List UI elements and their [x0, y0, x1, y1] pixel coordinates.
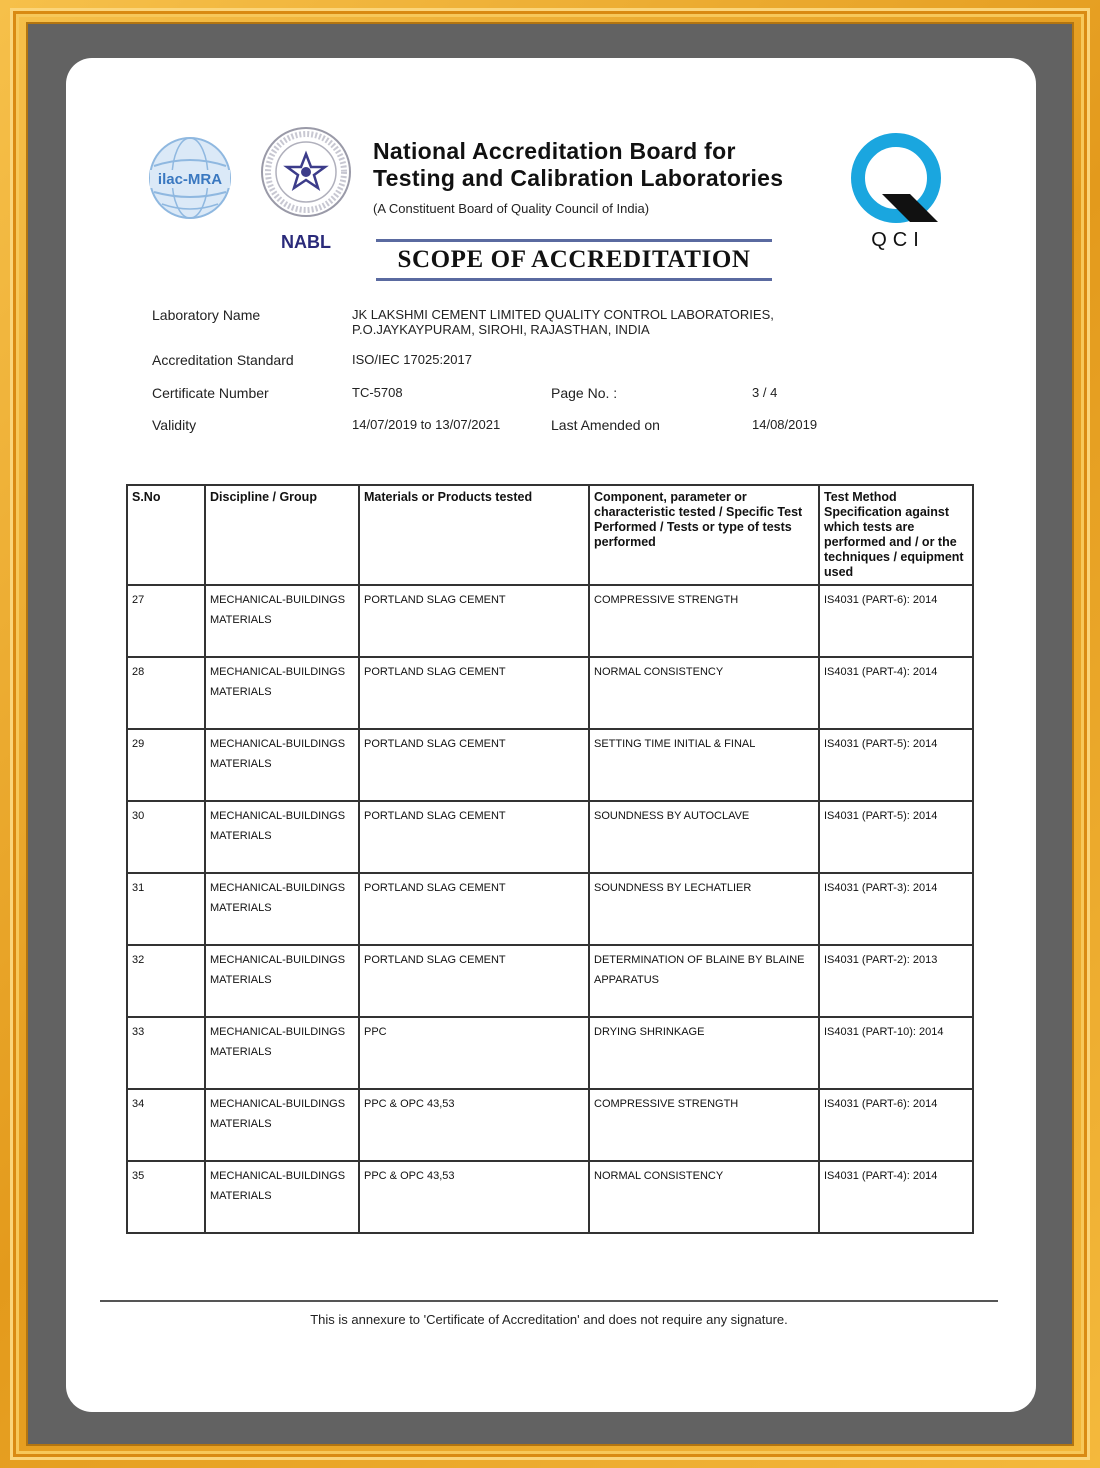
table-header-row [127, 485, 973, 585]
validity-label: Validity [152, 417, 197, 433]
document-title: SCOPE OF ACCREDITATION [397, 246, 751, 273]
cell-component: SOUNDNESS BY AUTOCLAVE [589, 801, 819, 873]
cell-material: PPC & OPC 43,53 [359, 1089, 589, 1161]
cell-sno: 33 [127, 1017, 205, 1089]
cell-component: SOUNDNESS BY LECHATLIER [589, 873, 819, 945]
cell-method: IS4031 (PART-6): 2014 [819, 585, 973, 657]
cell-sno: 29 [127, 729, 205, 801]
cell-discipline: MECHANICAL-BUILDINGS MATERIALS [205, 801, 359, 873]
cell-component: DETERMINATION OF BLAINE BY BLAINE APPARATUS [589, 945, 819, 1017]
table-row [127, 801, 973, 873]
cell-component: SETTING TIME INITIAL & FINAL [589, 729, 819, 801]
cell-method: IS4031 (PART-2): 2013 [819, 945, 973, 1017]
certificate-value: TC-5708 [352, 385, 403, 400]
cell-component: COMPRESSIVE STRENGTH [589, 585, 819, 657]
cell-component: DRYING SHRINKAGE [589, 1017, 819, 1089]
cell-sno: 30 [127, 801, 205, 873]
cell-method: IS4031 (PART-10): 2014 [819, 1017, 973, 1089]
cell-material: PORTLAND SLAG CEMENT [359, 585, 589, 657]
standard-value: ISO/IEC 17025:2017 [352, 352, 472, 367]
qci-logo-icon [848, 132, 948, 250]
header-method: Test Method Specification against which tests are performed and / or the techniques / equipment used [819, 485, 973, 585]
cell-sno: 35 [127, 1161, 205, 1233]
lab-name-line2: P.O.JAYKAYPURAM, SIROHI, RAJASTHAN, INDIA [352, 322, 650, 337]
cell-method: IS4031 (PART-6): 2014 [819, 1089, 973, 1161]
table-row [127, 729, 973, 801]
scope-table [126, 484, 974, 1234]
cell-discipline: MECHANICAL-BUILDINGS MATERIALS [205, 585, 359, 657]
page-no-value: 3 / 4 [752, 385, 778, 400]
cell-material: PPC & OPC 43,53 [359, 1161, 589, 1233]
table-row [127, 873, 973, 945]
footer-note: This is annexure to 'Certificate of Accreditation' and does not require any signature. [310, 1312, 788, 1327]
cell-material: PPC [359, 1017, 589, 1089]
cell-sno: 32 [127, 945, 205, 1017]
cell-material: PORTLAND SLAG CEMENT [359, 801, 589, 873]
cell-method: IS4031 (PART-4): 2014 [819, 657, 973, 729]
cell-method: IS4031 (PART-5): 2014 [819, 801, 973, 873]
page-no-label: Page No. : [551, 385, 618, 401]
cell-discipline: MECHANICAL-BUILDINGS MATERIALS [205, 873, 359, 945]
header-material: Materials or Products tested [359, 485, 589, 585]
cell-material: PORTLAND SLAG CEMENT [359, 729, 589, 801]
table-row [127, 1017, 973, 1089]
cell-material: PORTLAND SLAG CEMENT [359, 657, 589, 729]
validity-value: 14/07/2019 to 13/07/2021 [352, 417, 501, 432]
table-row [127, 657, 973, 729]
cell-discipline: MECHANICAL-BUILDINGS MATERIALS [205, 1017, 359, 1089]
cell-discipline: MECHANICAL-BUILDINGS MATERIALS [205, 945, 359, 1017]
cell-method: IS4031 (PART-5): 2014 [819, 729, 973, 801]
org-title-line1: National Accreditation Board for [373, 138, 736, 164]
cell-sno: 28 [127, 657, 205, 729]
cell-sno: 34 [127, 1089, 205, 1161]
cell-method: IS4031 (PART-3): 2014 [819, 873, 973, 945]
last-amended-value: 14/08/2019 [752, 417, 818, 432]
cell-discipline: MECHANICAL-BUILDINGS MATERIALS [205, 657, 359, 729]
cell-discipline: MECHANICAL-BUILDINGS MATERIALS [205, 1161, 359, 1233]
table-row [127, 585, 973, 657]
table-row [127, 1161, 973, 1233]
lab-name-label: Laboratory Name [152, 307, 261, 323]
header-sno: S.No [127, 485, 205, 585]
cell-sno: 27 [127, 585, 205, 657]
last-amended-label: Last Amended on [551, 417, 660, 433]
cell-sno: 31 [127, 873, 205, 945]
footer-divider [100, 1300, 998, 1302]
table-row [127, 1089, 973, 1161]
nabl-logo-icon [258, 124, 354, 256]
ilac-logo-text: ilac-MRA [157, 171, 223, 188]
certificate-label: Certificate Number [152, 385, 269, 401]
ilac-mra-logo-icon [148, 136, 232, 220]
qci-logo-text: QCI [871, 229, 925, 250]
cell-component: NORMAL CONSISTENCY [589, 657, 819, 729]
header-discipline: Discipline / Group [205, 485, 359, 585]
cell-discipline: MECHANICAL-BUILDINGS MATERIALS [205, 1089, 359, 1161]
cell-material: PORTLAND SLAG CEMENT [359, 873, 589, 945]
standard-label: Accreditation Standard [152, 352, 294, 368]
cell-material: PORTLAND SLAG CEMENT [359, 945, 589, 1017]
org-subtitle: (A Constituent Board of Quality Council of India) [373, 201, 650, 216]
cell-method: IS4031 (PART-4): 2014 [819, 1161, 973, 1233]
scope-title-banner [376, 239, 772, 281]
table-row [127, 945, 973, 1017]
org-title [373, 138, 843, 192]
org-title-line2: Testing and Calibration Laboratories [373, 165, 784, 191]
lab-name-line1: JK LAKSHMI CEMENT LIMITED QUALITY CONTROL LABORATORIES, [352, 307, 774, 322]
cell-component: NORMAL CONSISTENCY [589, 1161, 819, 1233]
header-component: Component, parameter or characteristic tested / Specific Test Performed / Tests or type of tests performed [589, 485, 819, 585]
nabl-logo-text: NABL [281, 232, 331, 252]
cell-component: COMPRESSIVE STRENGTH [589, 1089, 819, 1161]
cell-discipline: MECHANICAL-BUILDINGS MATERIALS [205, 729, 359, 801]
